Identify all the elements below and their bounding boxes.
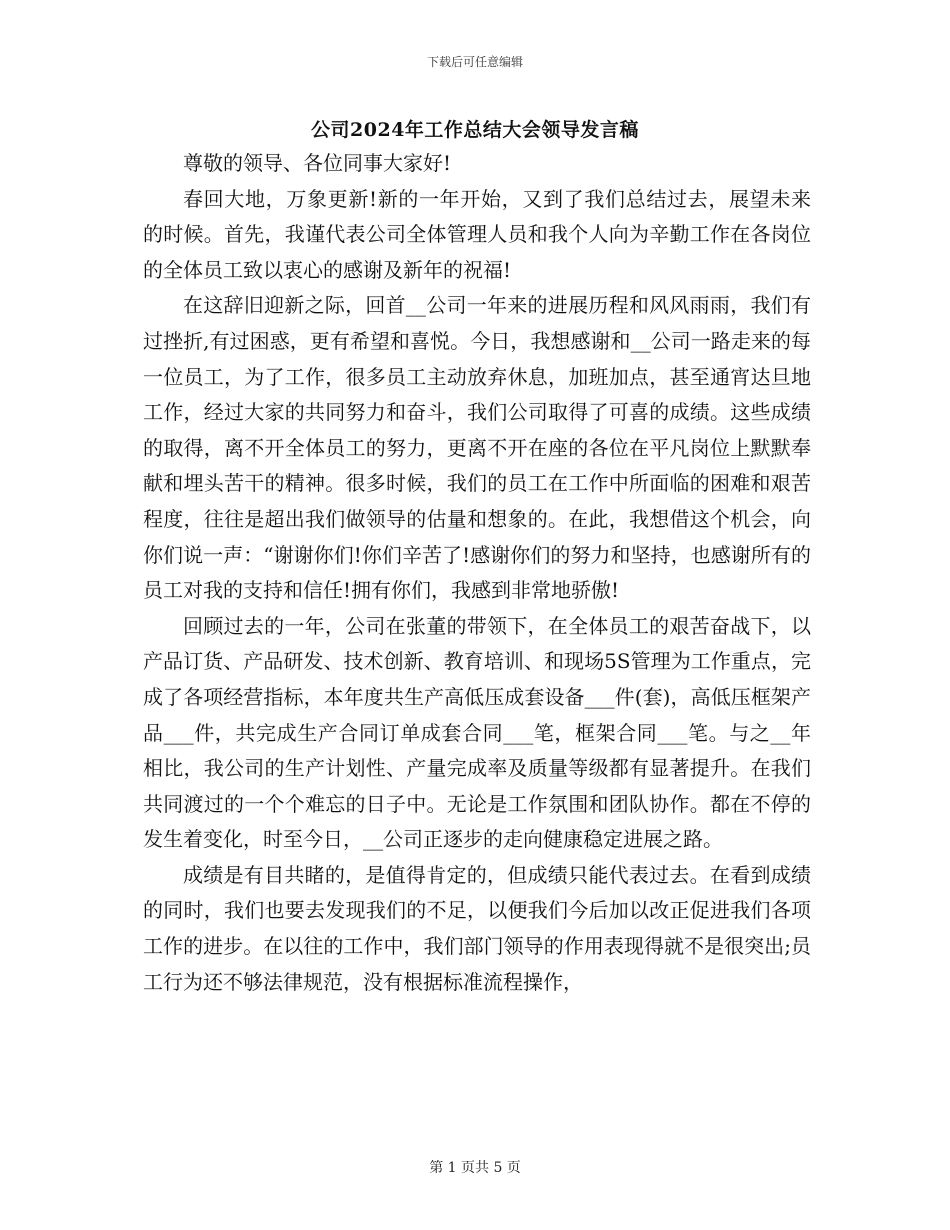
paragraph-thanks: 在这辞旧迎新之际，回首__公司一年来的进展历程和风风雨雨，我们有过挫折,有过困惑，更有希望和喜悦。今日，我想感谢和__公司一路走来的每一位员工，为了工作，很多员工主动放弃休息，加班加点，甚至通宵达旦地工作，经过大家的共同努力和奋斗，我们公司取得了可喜的成绩。这些成绩的取得，离不开全体员工的努力，更离不开在座的各位在平凡岗位上默默奉献和埋头苦干的精神。很多时候，我们的员工在工作中所面临的困难和艰苦程度，往往是超出我们做领导的估量和想象的。在此，我想借这个机会，向你们说一声：“谢谢你们!你们辛苦了!感谢你们的努力和坚持，也感谢所有的员工对我的支持和信任!拥有你们，我感到非常地骄傲! bbox=[143, 293, 811, 603]
paragraph-shortcomings: 成绩是有目共睹的，是值得肯定的，但成绩只能代表过去。在看到成绩的同时，我们也要去发现我们的不足，以便我们今后加以改正促进我们各项工作的进步。在以往的工作中，我们部门领导的作用表现得就不是很突出;员工行为还不够法律规范，没有根据标准流程操作， bbox=[143, 862, 811, 994]
page-number: 第 1 页共 5 页 bbox=[429, 1160, 521, 1176]
paragraph-greeting: 尊敬的领导、各位同事大家好! bbox=[183, 151, 452, 175]
paragraph-opening: 春回大地，万象更新!新的一年开始，又到了我们总结过去，展望未来的时候。首先，我谨代表公司全体管理人员和我个人向为辛勤工作在各岗位的全体员工致以衷心的感谢及新年的祝福! bbox=[143, 186, 811, 282]
paragraph-review: 回顾过去的一年，公司在张董的带领下，在全体员工的艰苦奋战下，以产品订货、产品研发、技术创新、教育培训、和现场5S管理为工作重点，完成了各项经营指标，本年度共生产高低压成套设备___件(套)，高低压框架产品___件，共完成生产合同订单成套合同___笔，框架合同___笔。与之__年相比，我公司的生产计划性、产量完成率及质量等级都有显著提升。在我们共同渡过的一个个难忘的日子中。无论是工作氛围和团队协作。都在不停的发生着变化，时至今日，__公司正逐步的走向健康稳定进展之路。 bbox=[143, 613, 811, 852]
document-body bbox=[143, 146, 811, 1000]
document-title: 公司2024年工作总结大会领导发言稿 bbox=[311, 119, 639, 141]
header-note: 下载后可任意编辑 bbox=[426, 55, 523, 69]
